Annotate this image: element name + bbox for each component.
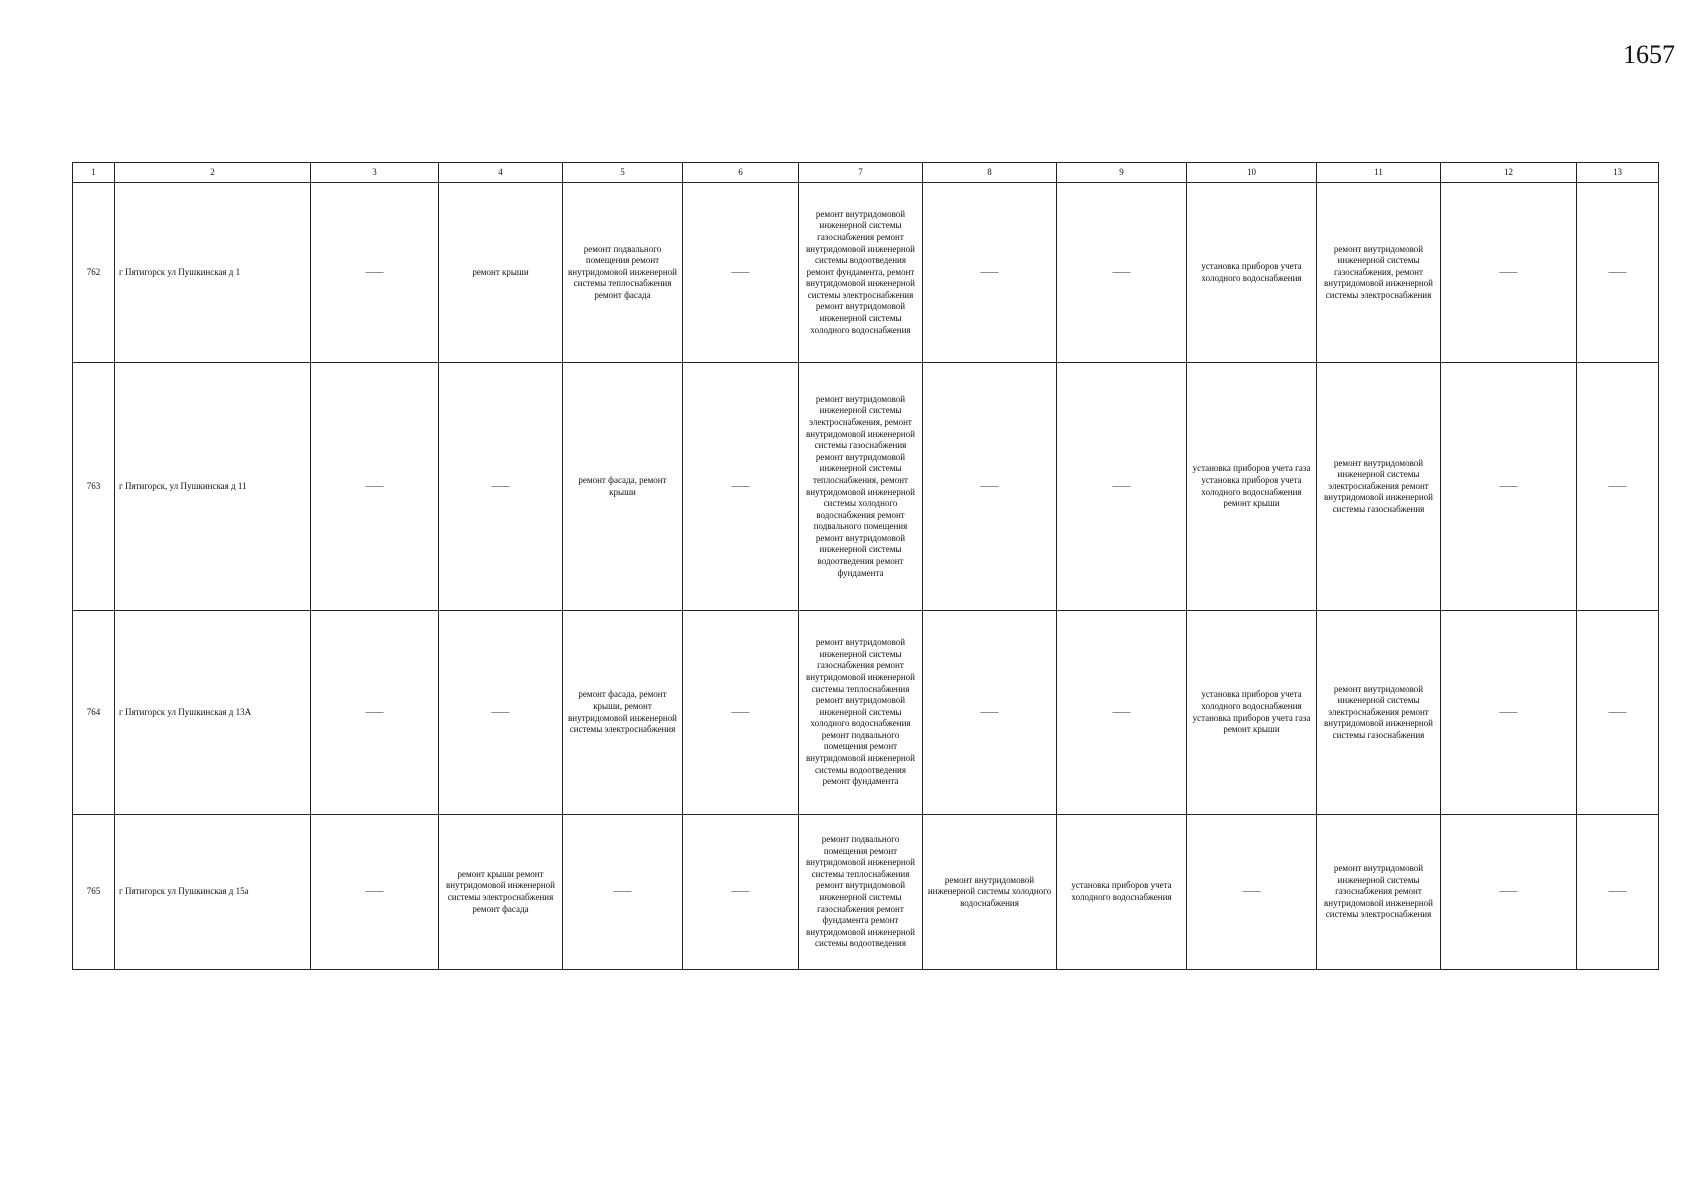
cell-col-8: —— [923, 183, 1057, 363]
cell-col-5: ремонт фасада, ремонт крыши [563, 363, 683, 611]
cell-col-11: ремонт внутридомовой инженерной системы газоснабжения, ремонт внутридомовой инженерной системы электроснабжения [1317, 183, 1441, 363]
address-cell: г Пятигорск ул Пушкинская д 15а [115, 815, 311, 970]
cell-col-8: —— [923, 611, 1057, 815]
cell-col-10: —— [1187, 815, 1317, 970]
column-header: 13 [1577, 163, 1659, 183]
cell-col-13: —— [1577, 183, 1659, 363]
address-cell: г Пятигорск ул Пушкинская д 1 [115, 183, 311, 363]
cell-col-6: —— [683, 611, 799, 815]
address-cell: г Пятигорск ул Пушкинская д 13А [115, 611, 311, 815]
cell-col-13: —— [1577, 611, 1659, 815]
cell-col-3: —— [311, 183, 439, 363]
row-number: 762 [73, 183, 115, 363]
cell-col-8: —— [923, 363, 1057, 611]
cell-col-12: —— [1441, 815, 1577, 970]
cell-col-5: ремонт фасада, ремонт крыши, ремонт внутридомовой инженерной системы электроснабжения [563, 611, 683, 815]
column-header: 10 [1187, 163, 1317, 183]
cell-col-9: —— [1057, 611, 1187, 815]
cell-col-6: —— [683, 363, 799, 611]
column-header: 4 [439, 163, 563, 183]
cell-col-12: —— [1441, 183, 1577, 363]
cell-col-3: —— [311, 611, 439, 815]
cell-col-7: ремонт внутридомовой инженерной системы газоснабжения ремонт внутридомовой инженерной системы водоотведения ремонт фундамента, ремонт внутридомовой инженерной системы электроснабжения ремонт внутридомовой инженерной системы холодного водоснабжения [799, 183, 923, 363]
cell-col-11: ремонт внутридомовой инженерной системы электроснабжения ремонт внутридомовой инженерной системы газоснабжения [1317, 611, 1441, 815]
cell-col-13: —— [1577, 363, 1659, 611]
table-row [73, 611, 1659, 815]
page-number: 1657 [1623, 40, 1675, 69]
table-row [73, 363, 1659, 611]
cell-col-3: —— [311, 363, 439, 611]
column-header: 6 [683, 163, 799, 183]
cell-col-4: ремонт крыши [439, 183, 563, 363]
cell-col-12: —— [1441, 363, 1577, 611]
column-header: 5 [563, 163, 683, 183]
address-cell: г Пятигорск, ул Пушкинская д 11 [115, 363, 311, 611]
column-header: 12 [1441, 163, 1577, 183]
column-header: 2 [115, 163, 311, 183]
column-header: 3 [311, 163, 439, 183]
cell-col-7: ремонт подвального помещения ремонт внутридомовой инженерной системы теплоснабжения ремонт внутридомовой инженерной системы газоснабжения ремонт фундамента ремонт внутридомовой инженерной системы водоотведения [799, 815, 923, 970]
column-header: 11 [1317, 163, 1441, 183]
cell-col-3: —— [311, 815, 439, 970]
column-header: 8 [923, 163, 1057, 183]
cell-col-5: —— [563, 815, 683, 970]
column-header: 7 [799, 163, 923, 183]
table-row [73, 183, 1659, 363]
row-number: 765 [73, 815, 115, 970]
column-header: 1 [73, 163, 115, 183]
cell-col-4: —— [439, 611, 563, 815]
cell-col-6: —— [683, 183, 799, 363]
cell-col-9: установка приборов учета холодного водоснабжения [1057, 815, 1187, 970]
cell-col-6: —— [683, 815, 799, 970]
column-number-header [73, 163, 1659, 183]
cell-col-4: —— [439, 363, 563, 611]
cell-col-7: ремонт внутридомовой инженерной системы электроснабжения, ремонт внутридомовой инженерной системы газоснабжения ремонт внутридомовой инженерной системы теплоснабжения, ремонт внутридомовой инженерной системы холодного водоснабжения ремонт подвального помещения ремонт внутридомовой инженерной системы водоотведения ремонт фундамента [799, 363, 923, 611]
cell-col-11: ремонт внутридомовой инженерной системы электроснабжения ремонт внутридомовой инженерной системы газоснабжения [1317, 363, 1441, 611]
cell-col-7: ремонт внутридомовой инженерной системы газоснабжения ремонт внутридомовой инженерной системы теплоснабжения ремонт внутридомовой инженерной системы холодного водоснабжения ремонт подвального помещения ремонт внутридомовой инженерной системы водоотведения ремонт фундамента [799, 611, 923, 815]
cell-col-13: —— [1577, 815, 1659, 970]
column-header: 9 [1057, 163, 1187, 183]
cell-col-10: установка приборов учета холодного водоснабжения [1187, 183, 1317, 363]
cell-col-11: ремонт внутридомовой инженерной системы газоснабжения ремонт внутридомовой инженерной системы электроснабжения [1317, 815, 1441, 970]
cell-col-10: установка приборов учета газа установка приборов учета холодного водоснабжения ремонт крыши [1187, 363, 1317, 611]
cell-col-9: —— [1057, 183, 1187, 363]
cell-col-9: —— [1057, 363, 1187, 611]
row-number: 764 [73, 611, 115, 815]
cell-col-5: ремонт подвального помещения ремонт внутридомовой инженерной системы теплоснабжения ремонт фасада [563, 183, 683, 363]
cell-col-12: —— [1441, 611, 1577, 815]
repair-schedule-table [72, 162, 1659, 970]
table-row [73, 815, 1659, 970]
cell-col-8: ремонт внутридомовой инженерной системы холодного водоснабжения [923, 815, 1057, 970]
row-number: 763 [73, 363, 115, 611]
cell-col-10: установка приборов учета холодного водоснабжения установка приборов учета газа ремонт крыши [1187, 611, 1317, 815]
cell-col-4: ремонт крыши ремонт внутридомовой инженерной системы электроснабжения ремонт фасада [439, 815, 563, 970]
